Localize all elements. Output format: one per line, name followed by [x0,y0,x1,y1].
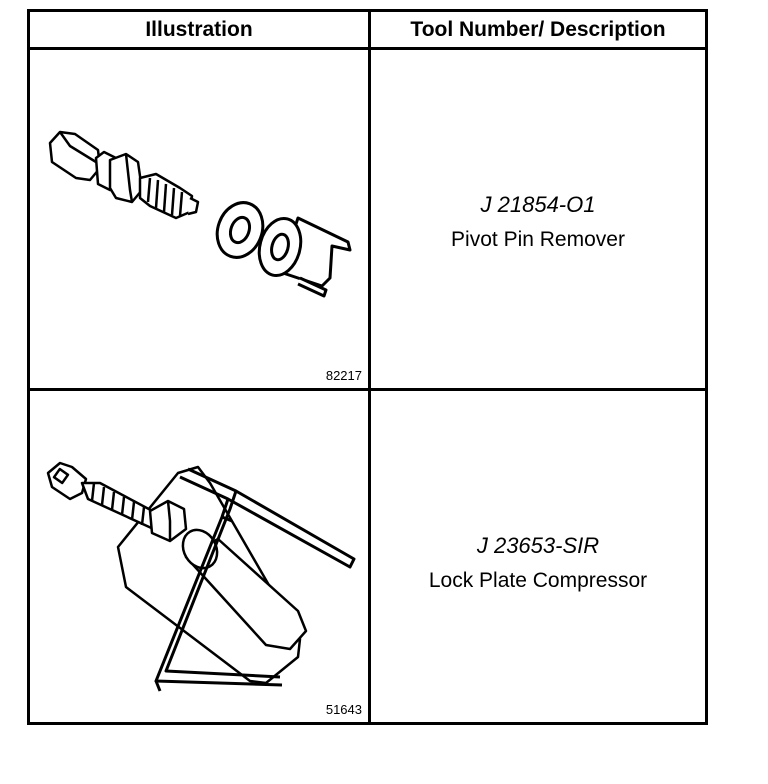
tool-number: J 21854-O1 [480,192,596,217]
figure-number: 51643 [325,702,362,717]
description-header: Tool Number/ Description [410,18,666,41]
illustration-header: Illustration [145,18,253,41]
illustration-cell-1 [30,50,368,388]
illustration-cell-2 [30,391,368,722]
tool-name: Lock Plate Compressor [428,569,648,592]
description-cell-2 [371,391,705,722]
tool-table [27,9,708,725]
tool-name: Pivot Pin Remover [451,228,625,251]
lock-plate-compressor-drawing [30,391,368,722]
description-cell-1 [371,50,705,388]
figure-number: 82217 [325,368,362,383]
pivot-pin-remover-drawing [30,50,368,388]
tool-number: J 23653-SIR [476,533,600,558]
